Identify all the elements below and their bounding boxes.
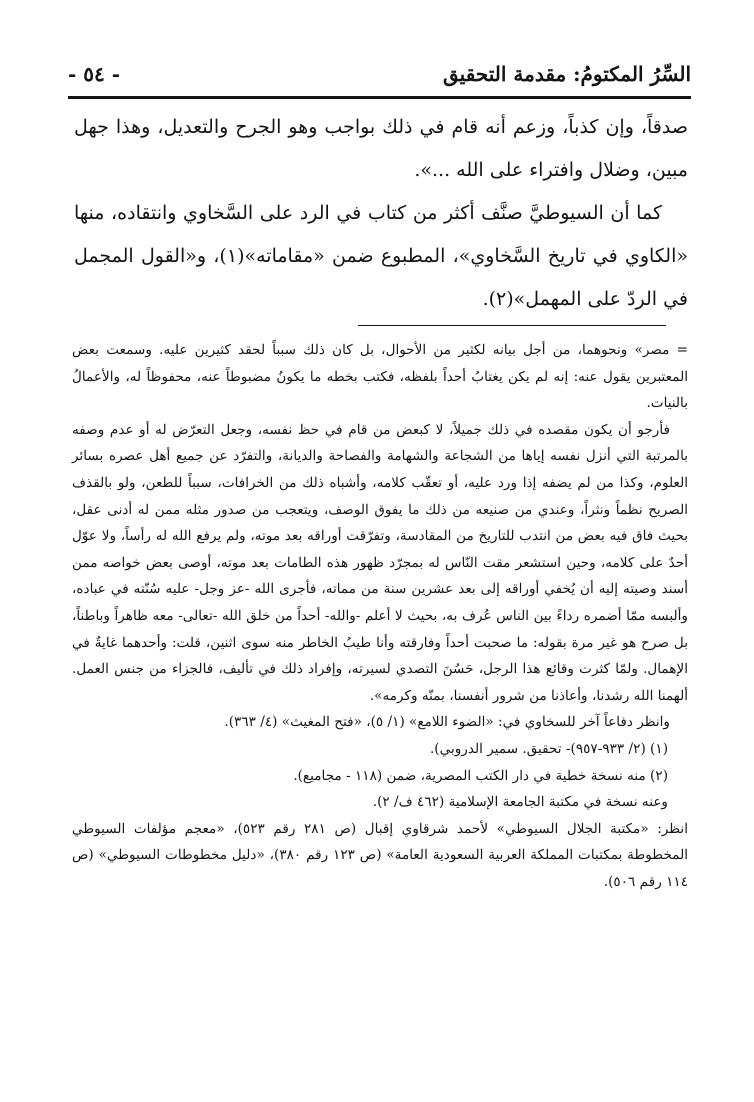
- footnote-1: (١) (٢/ ٩٣٣-٩٥٧)- تحقيق. سمير الدروبي).: [429, 740, 668, 757]
- footnote-2-extra: وعنه نسخة في مكتبة الجامعة الإسلامية (٤٦٢ ف/ ٢).: [372, 794, 668, 811]
- paragraph-suyuti-works: كما أن السيوطيَّ صنَّف أكثر من كتاب في الرد على السَّخاوي وانتقاده، منها «الكاوي في تاريخ السَّخاوي»، المطبوع ضمن «مقاماته»(١)، و«القول المجمل في الردّ على المهمل»(٢).: [74, 202, 688, 310]
- page-number: - ٥٤ -: [68, 62, 121, 86]
- header-title: السِّرُ المكتومُ: مقدمة التحقيق: [443, 62, 691, 86]
- footnote-paragraph: فأرجو أن يكون مقصده في ذلك جميلاً، لا كبعض من قام في حظ نفسه، وجعل التعرّض له أو عدم وصفه بالمرتبة التي أنزل نفسه إياها من الشجاعة والشهامة والفصاحة والديانة، والتفرّد عن جميع أهل عصره بسائر العلوم، وكذا من لم يضفه إذا ورد عليه، أو تعقّب كلامه، وأشباه ذلك من الخرافات، سبباً للطعن، ولو بالقذف الصريح نظماً ونثراً، وعندي من صنيعه من ذلك ما يفوق الوصف، ويتعجب من صدور مثله ممن له أدنى عقل، بحيث فاق فيه بعض من انتدب للتاريخ من المقادسة، وتفرّقت أوراقه بعد موته، ولم يرفع الله له رأساً، ولا عوّل أحدٌ على كلامه، وحين استشعر مقت النّاس له بمجرّد ظهور هذه الطامات بعد موته، أوصى بعض خواصه ممن أسند وصيته إليه أن يُخفي أوراقه إلى بعد عشرين سنة من مماته، فأجرى الله -عز وجل- عليه سُنّته في عباده، وألبسه ممّا أضمره رداءً بين الناس عُرف به، بحيث لا أعلم -والله- أحداً من خلق الله -تعالى- معه ظاهراً وباطناً، بل صرح هو غير مرة بقوله: ما صحبت أحداً وفارقته وأنا طيبُ الخاطر منه سوى اثنين، قلت: وأحدهما غايةٌ في الإهمال. ولمّا كثرت وقائع هذا الرجل، حَسُنَ التصدي لسيرته، وإفراد ذلك في تأليف، فالجزاء من جنس العمل. ألهمنا الله رشدنا، وأعاذنا من شرور أنفسنا، بمنّه وكرمه».: [72, 421, 688, 704]
- footnotes: [72, 337, 688, 895]
- running-header: [68, 52, 691, 99]
- footnote-references: انظر: «مكتبة الجلال السيوطي» لأحمد شرقاوي إقبال (ص ٢٨١ رقم ٥٢٣)، «معجم مؤلفات السيوطي المخطوطة بمكتبات المملكة العربية السعودية العامة» (ص ١٢٣ رقم ٣٨٠)، «دليل مخطوطات السيوطي» (ص ١١٤ رقم ٥٠٦).: [72, 820, 689, 890]
- footnote-continuation: = مصر» ونحوهما، من أجل بيانه لكثير من الأحوال، بل كان ذلك سبباً لحقد كثيرين عليه. وسمعت بعض المعتبرين يقول عنه: إنه لم يكن يغتابُ أحداً بلفظه، فكتب بخطه ما يكونُ مضبوطاً عنه، محفوظاً له، والأعمالُ بالنيات.: [72, 342, 688, 412]
- footnote-paragraph: وانظر دفاعاً آخر للسخاوي في: «الضوء اللامع» (١/ ٥)، «فتح المغيث» (٤/ ٣٦٣).: [224, 714, 670, 731]
- paragraph-continuation: صدقاً، وإن كذباً، وزعم أنه قام في ذلك بواجب وهو الجرح والتعديل، وهذا جهل مبين، وضلال وافتراء على الله ...».: [74, 116, 688, 181]
- main-text: [74, 106, 688, 321]
- footnote-separator: [358, 325, 666, 326]
- footnote-2: (٢) منه نسخة خطية في دار الكتب المصرية، ضمن (١١٨ - مجاميع).: [293, 767, 668, 784]
